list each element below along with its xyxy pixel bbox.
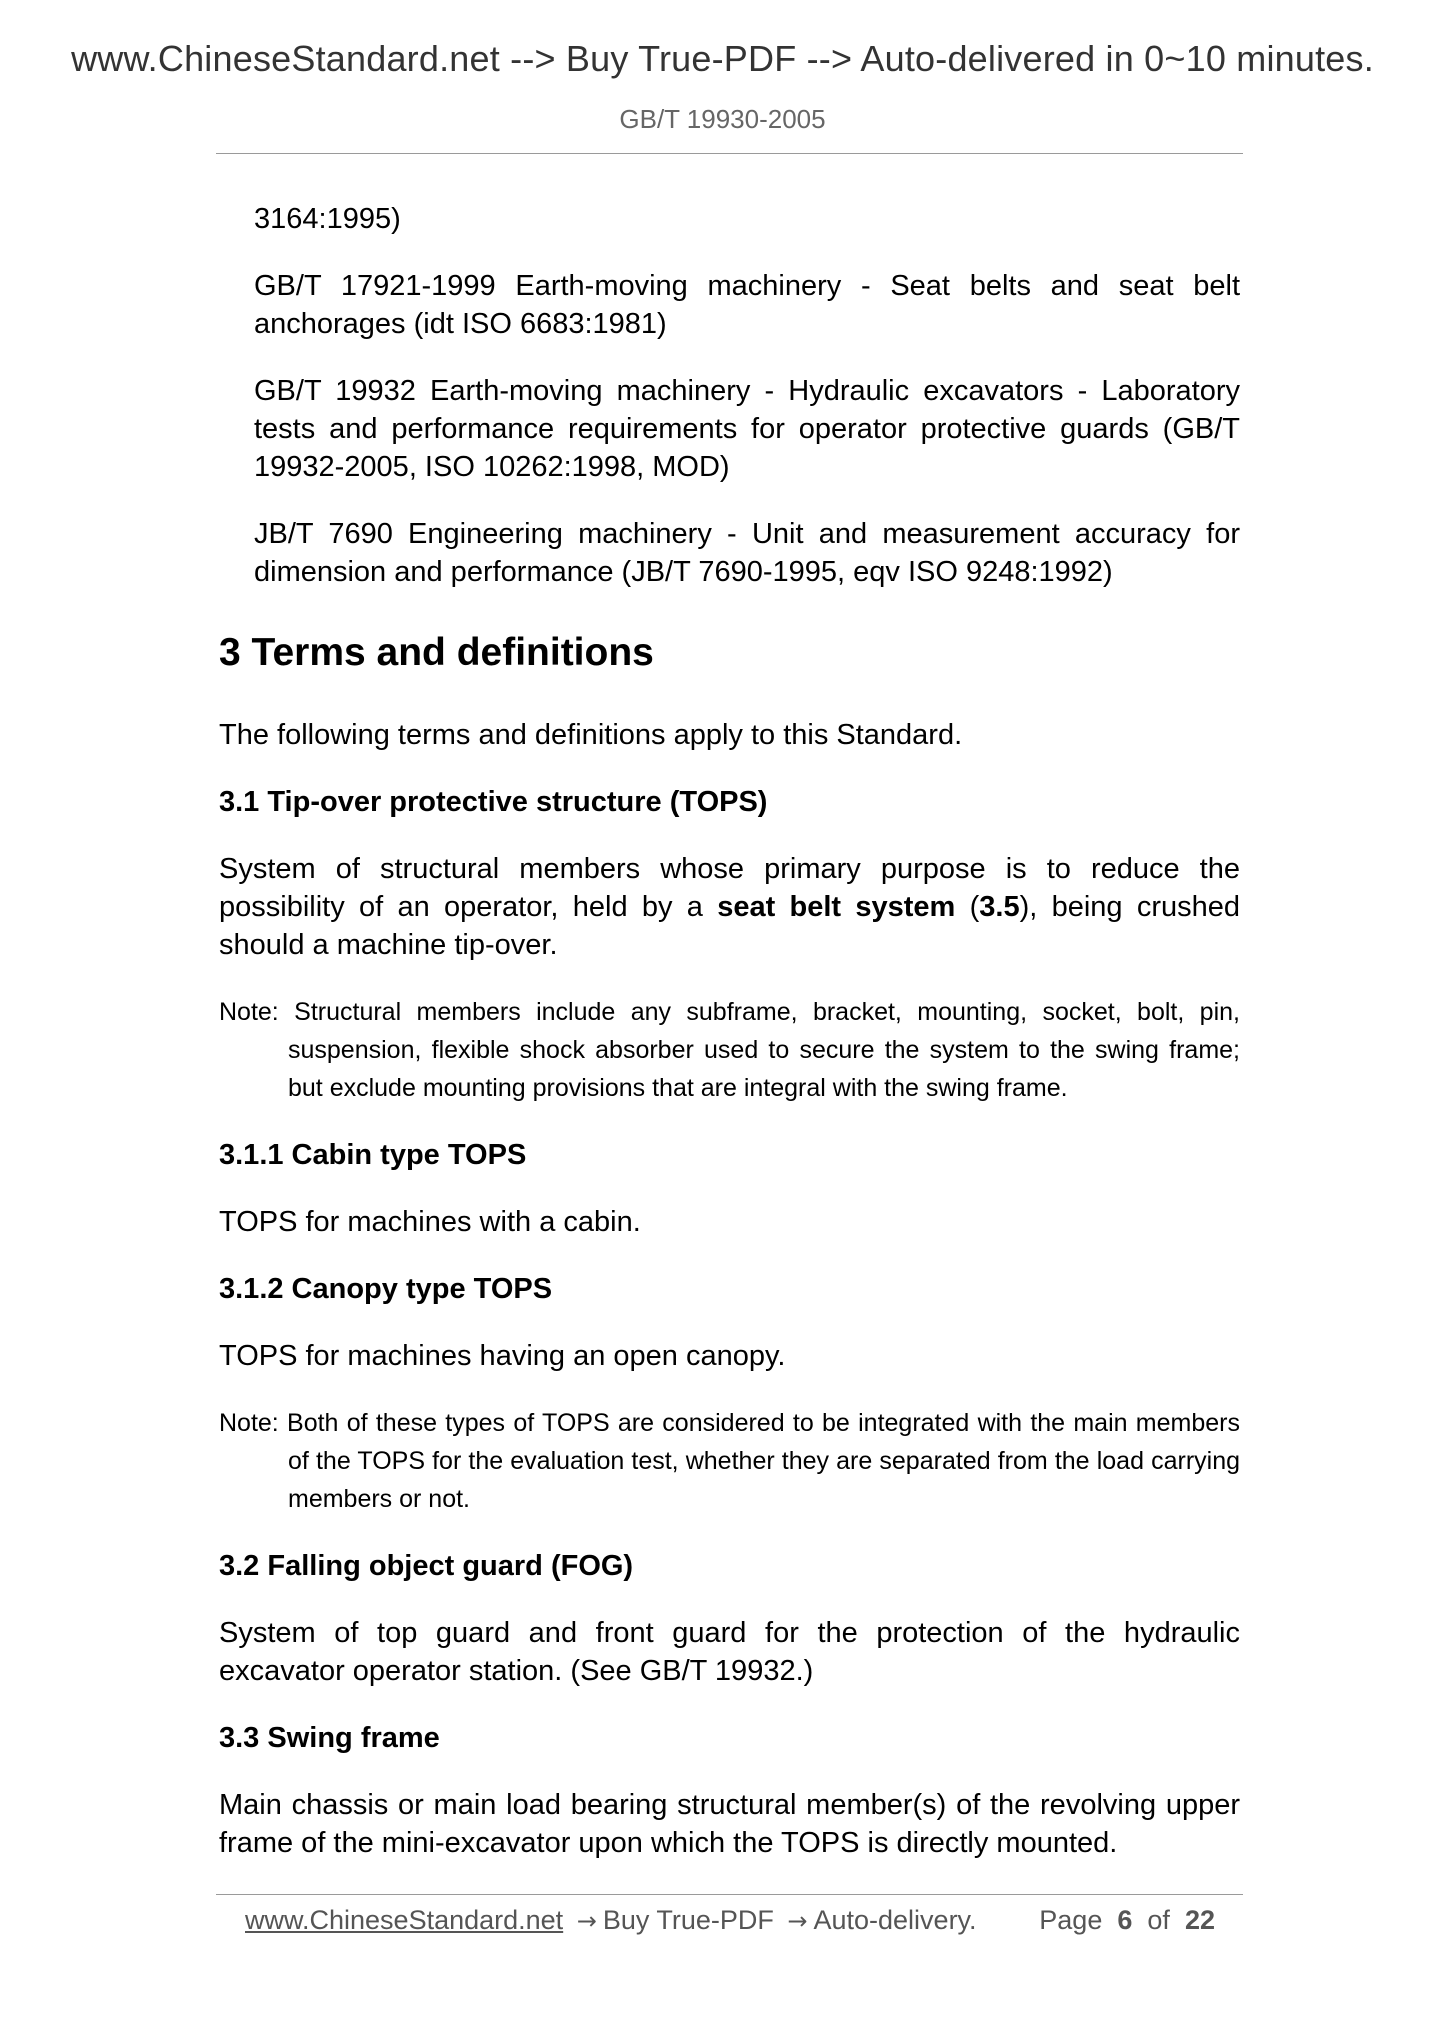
page-footer [245, 1901, 1215, 1940]
term-3-1-1-title: 3.1.1 Cabin type TOPS [219, 1139, 527, 1171]
reference-gbt-17921: GB/T 17921-1999 Earth-moving machinery - Seat belts and seat belt anchorages (idt ISO 6683:1981) [254, 270, 1240, 340]
definition-text: System of structural members whose primary purpose is to reduce the possibility of an operator, held by a [219, 853, 1240, 923]
page-indicator [1039, 1901, 1215, 1939]
term-3-1-2-definition: TOPS for machines having an open canopy. [219, 1340, 786, 1372]
term-3-1-definition [219, 850, 1240, 964]
footer-auto-text: Auto-delivery. [813, 1905, 977, 1935]
current-page: 6 [1117, 1905, 1133, 1935]
section-intro: The following terms and definitions apply to this Standard. [219, 719, 963, 751]
seat-belt-system-term: seat belt system [717, 891, 956, 923]
footer-site-link[interactable]: www.ChineseStandard.net [245, 1905, 564, 1935]
reference-gbt-19932: GB/T 19932 Earth-moving machinery - Hydraulic excavators - Laboratory tests and performance requirements for operator protective guards (GB/T 19932-2005, ISO 10262:1998, MOD) [254, 375, 1240, 483]
term-3-1-1-definition: TOPS for machines with a cabin. [219, 1206, 641, 1238]
definition-text: ), being crushed should a machine tip-over. [219, 891, 1240, 961]
document-code: GB/T 19930-2005 [619, 104, 826, 134]
term-3-2-definition: System of top guard and front guard for the protection of the hydraulic excavator operator station. (See GB/T 19932.) [219, 1617, 1240, 1687]
page-content [219, 200, 1240, 1862]
note-structural-members: Note: Structural members include any subframe, bracket, mounting, socket, bolt, pin, suspension, flexible shock absorber used to secure the system to the swing frame; but exclude mounting provisions that are integral with the swing frame. [219, 998, 1240, 1102]
note-tops-types: Note: Both of these types of TOPS are considered to be integrated with the main members of the TOPS for the evaluation test, whether they are separated from the load carrying members or not. [219, 1409, 1240, 1513]
footer-divider [216, 1894, 1243, 1895]
header-divider [216, 153, 1243, 154]
top-banner: www.ChineseStandard.net --> Buy True-PDF --> Auto-delivered in 0~10 minutes. [71, 38, 1374, 79]
arrow-right-icon: → [576, 1907, 597, 1935]
cross-reference: 3.5 [979, 891, 1020, 923]
term-3-1-title: 3.1 Tip-over protective structure (TOPS) [219, 786, 768, 818]
total-pages: 22 [1184, 1905, 1215, 1935]
term-3-2-title: 3.2 Falling object guard (FOG) [219, 1550, 634, 1582]
term-3-1-2-title: 3.1.2 Canopy type TOPS [219, 1273, 553, 1305]
definition-text: ( [955, 891, 980, 923]
reference-jbt-7690: JB/T 7690 Engineering machinery - Unit and measurement accuracy for dimension and performance (JB/T 7690-1995, eqv ISO 9248:1992) [254, 518, 1240, 588]
section-heading: 3 Terms and definitions [219, 631, 654, 674]
term-3-3-definition: Main chassis or main load bearing structural member(s) of the revolving upper frame of the mini-excavator upon which the TOPS is directly mounted. [219, 1789, 1240, 1859]
page-label: Page [1039, 1905, 1103, 1935]
term-3-3-title: 3.3 Swing frame [219, 1722, 440, 1754]
of-label: of [1147, 1905, 1170, 1935]
footer-buy-text: Buy True-PDF [602, 1905, 774, 1935]
arrow-right-icon: → [787, 1907, 808, 1935]
reference-continuation: 3164:1995) [254, 203, 401, 235]
